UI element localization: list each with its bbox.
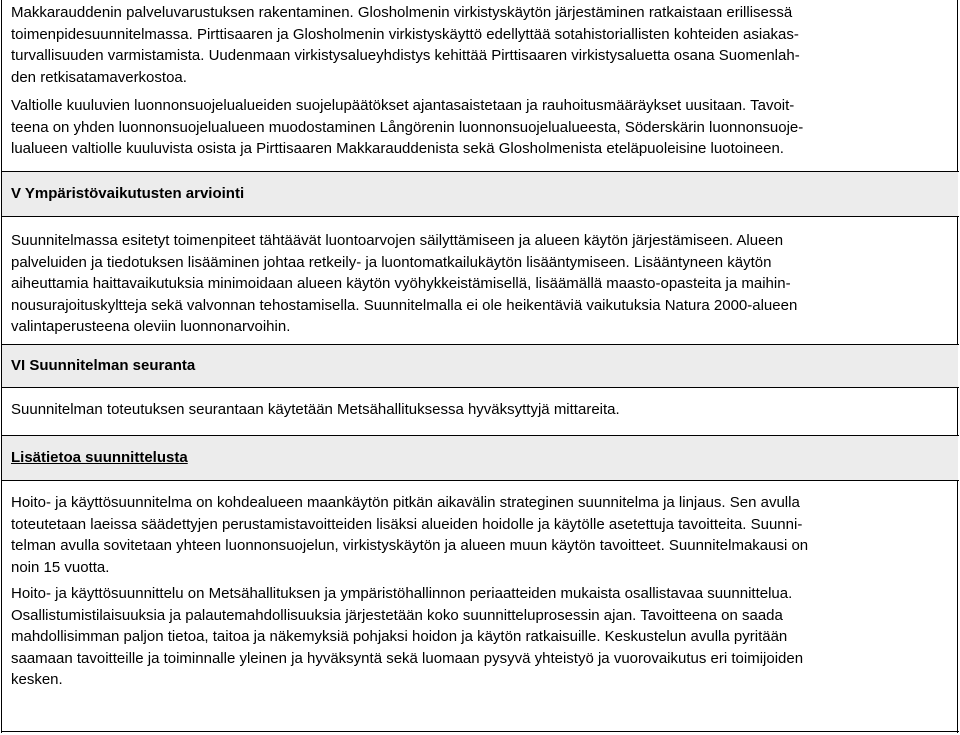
text-line: mahdollisimman paljon tietoa, taitoa ja näkemyksiä pohjaksi hoidon ja käytön ratkaisuille. Keskustelun avulla pyritään bbox=[11, 628, 788, 645]
text-line: valintaperusteena oleviin luonnonarvoihin. bbox=[11, 318, 291, 335]
text-line: telman avulla sovitetaan yhteen luonnonsuojelun, virkistyskäytön ja alueen muun käytön tavoitteet. Suunnitelmakausi on bbox=[11, 537, 809, 554]
text-line: Valtiolle kuuluvien luonnonsuojelualueiden suojelupäätökset ajantasaistetaan ja rauhoitusmääräykset uusitaan. Tavoit- bbox=[11, 97, 795, 114]
text-line: Suunnitelmassa esitetyt toimenpiteet tähtäävät luontoarvojen säilyttämiseen ja alueen käytön järjestämiseen. Alueen bbox=[11, 232, 784, 249]
text-line: kesken. bbox=[11, 671, 63, 688]
text-line: den retkisatamaverkostoa. bbox=[11, 68, 187, 86]
section-vi-body bbox=[11, 399, 951, 421]
intro-paragraph-2 bbox=[11, 95, 951, 160]
text-line: lualueen valtiolle kuuluvista osista ja Pirttisaaren Makkarauddenista sekä Glosholmenista eteläpuoleisine luotoineen. bbox=[11, 140, 784, 157]
section-v-heading: V Ympäristövaikutusten arviointi bbox=[11, 185, 245, 202]
text-line: Hoito- ja käyttösuunnittelu on Metsähallituksen ja ympäristöhallinnon periaatteiden mukaista osallistavaa suunnittelua. bbox=[11, 585, 793, 602]
table-rule bbox=[1, 216, 959, 217]
text-line: toteutetaan laeissa säädettyjen perustamistavoitteiden lisäksi alueiden hoidolle ja käytölle asetettuja tavoitteita. Suunni- bbox=[11, 515, 803, 533]
text-line: turvallisuuden varmistamista. Uudenmaan virkistysalueyhdistys kehittää Pirttisaaren virkistysaluetta osana Suomenlah- bbox=[11, 47, 800, 64]
text-line: Osallistumistilaisuuksia ja palautemahdollisuuksia järjestetään koko suunnitteluprosessin ajan. Tavoitteena on saada bbox=[11, 606, 783, 624]
text-line: Makkarauddenin palveluvarustuksen rakentaminen. Glosholmenin virkistyskäytön järjestäminen ratkaistaan erillisessä bbox=[11, 4, 793, 21]
text-line: teena on yhden luonnonsuojelualueen muodostaminen Långörenin luonnonsuojelualueesta, Söderskärin luonnonsuoje- bbox=[11, 118, 804, 136]
text-line: nousurajoituskyltteja sekä valvonnan tehostamisella. Suunnitelmalla ei ole heikentäviä vaikutuksia Natura 2000-alueen bbox=[11, 296, 798, 314]
section-info-paragraph-1 bbox=[11, 492, 951, 578]
table-rule bbox=[1, 480, 959, 481]
section-v-body bbox=[11, 230, 951, 338]
text-line: toimenpidesuunnitelmassa. Pirttisaaren ja Glosholmenin virkistyskäyttö edellyttää sotahistoriallisten kohteiden asiakas- bbox=[11, 25, 799, 43]
text-line: Hoito- ja käyttösuunnitelma on kohdealueen maankäytön pitkän aikavälin strateginen suunnitelma ja linjaus. Sen avulla bbox=[11, 494, 800, 511]
section-info-paragraph-2 bbox=[11, 583, 951, 691]
text-line: saamaan tavoitteille ja toiminnalle yleinen ja hyväksyntä sekä luomaan pysyvä yhteistyö ja vuorovaikutus eri toimijoiden bbox=[11, 649, 804, 667]
section-vi-heading: VI Suunnitelman seuranta bbox=[11, 357, 196, 374]
text-line: palveluiden ja tiedotuksen lisääminen johtaa retkeily- ja luontomatkailukäytön lisääntymiseen. Lisääntyneen käytön bbox=[11, 253, 772, 271]
section-info-heading: Lisätietoa suunnittelusta bbox=[11, 449, 188, 466]
table-border-bottom bbox=[1, 731, 959, 732]
table-rule bbox=[1, 387, 959, 388]
text-line: aiheuttamia haittavaikutuksia minimoidaan alueen käytön vyöhykkeistämisellä, lisäämällä maasto-opasteita ja maihin- bbox=[11, 275, 791, 292]
text-line: Suunnitelman toteutuksen seurantaan käytetään Metsähallituksessa hyväksyttyjä mittareita. bbox=[11, 401, 620, 418]
intro-paragraph-1 bbox=[11, 2, 951, 88]
text-line: noin 15 vuotta. bbox=[11, 558, 110, 576]
